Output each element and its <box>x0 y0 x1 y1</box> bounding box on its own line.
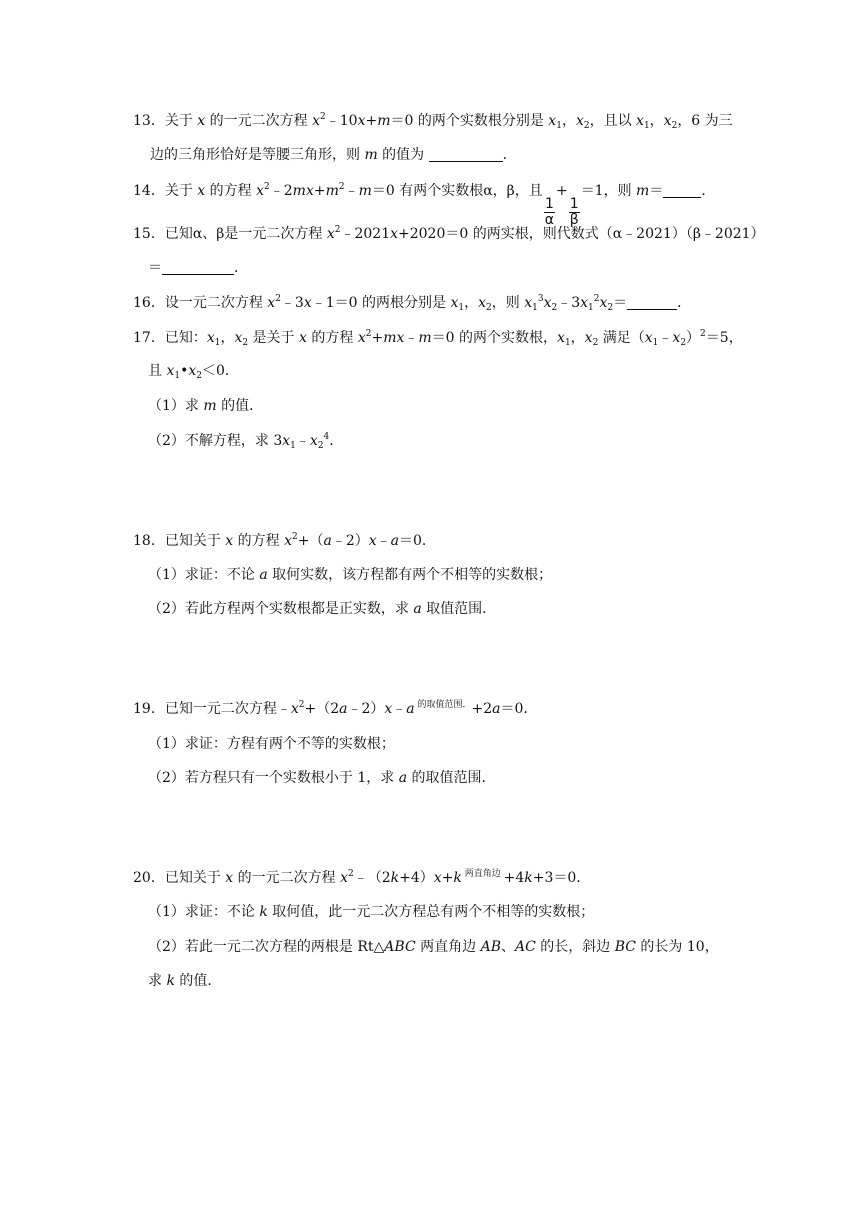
answer-blank[interactable] <box>162 260 234 275</box>
q19-part2: （2）若方程只有一个实数根小于 1，求 a 的取值范围． <box>148 770 496 786</box>
q17-line2: 且 $x_1•x_2<0$． <box>148 363 239 381</box>
q17-line1: 17．已知：$x_1$，$x_2$ 是关于 x 的方程 $x^2+mx﹣m=0$ 的两个实数根，$x_1$，$x_2$ 满足$(x_1﹣x_2)^2=5$， <box>133 329 743 348</box>
q15-line2: ＝ ． <box>148 260 248 276</box>
fraction-1-over-beta: $\frac{1}{\beta}$ <box>569 196 579 228</box>
q15-number: 15． <box>133 226 165 242</box>
q17-part1: （1）求 m 的值． <box>148 398 264 414</box>
q18-part1: （1）求证：不论 a 取何实数，该方程都有两个不相等的实数根； <box>148 567 553 583</box>
q16-line1: 16．设一元二次方程 $x^2﹣3x﹣1=0$ 的两根分别是 $x_1$，$x_2$，则 $x_1^3x_2﹣3x_1^2x_2=$ ． <box>133 294 692 313</box>
q16-number: 16． <box>133 295 165 311</box>
fraction-1-over-alpha: $\frac{1}{\alpha}$ <box>544 196 555 228</box>
q13-line2: 边的三角形恰好是等腰三角形，则 m 的值为 ． <box>150 147 517 163</box>
q13-line1: 13．关于 x 的一元二次方程 $x^2﹣10x+m=0$ 的两个实数根分别是 $x_1$，$x_2$，且以 $x_1$，$x_2$，6 为三 <box>133 112 733 131</box>
q17-number: 17． <box>133 330 165 346</box>
answer-blank[interactable] <box>429 147 503 162</box>
q20-line3: 求 k 的值． <box>148 973 222 989</box>
q19-number: 19． <box>133 701 165 717</box>
q13-number: 13． <box>133 113 165 129</box>
q20-part2: （2）若此一元二次方程的两根是 Rt△ABC 两直角边 AB、AC 的长，斜边 BC 的长为 10， <box>148 939 719 955</box>
q20-line1: 20．已知关于 x 的一元二次方程 $x^2﹣(2k+4)x+k$ $^{两直角边}$ +4k+3＝0． <box>133 869 591 886</box>
q14-line1: 14．关于 x 的方程 $x^2﹣2mx+m^2﹣m=0$ 有两个实数根α，β，且 $\frac{1}{\alpha}$ + $\frac{1}{\beta}$ ＝1，则 m＝ ． <box>133 182 716 228</box>
q18-number: 18． <box>133 533 165 549</box>
q18-line1: 18．已知关于 x 的方程 $x^2+(a﹣2)x﹣a=0$． <box>133 532 436 549</box>
q14-number: 14． <box>133 183 165 199</box>
q19-line1: 19．已知一元二次方程$﹣x^2+(2a﹣2)x﹣a$ $^{的取值范围.}$+2a＝0． <box>133 700 538 717</box>
q15-line1: 15．已知α、β是一元二次方程 $x^2﹣2021x+2020=0$ 的两实根，则代数式（α﹣2021）（β﹣2021） <box>133 225 765 242</box>
q18-part2: （2）若此方程两个实数根都是正实数，求 a 取值范围． <box>148 601 497 617</box>
q17-part2: （2）不解方程，求 $3x_1﹣x_2^4$． <box>148 432 344 451</box>
q19-part1: （1）求证：方程有两个不等的实数根； <box>148 736 395 752</box>
answer-blank[interactable] <box>627 295 677 310</box>
q20-number: 20． <box>133 870 165 886</box>
q20-part1: （1）求证：不论 k 取何值，此一元二次方程总有两个不相等的实数根； <box>148 904 595 920</box>
answer-blank[interactable] <box>663 183 701 198</box>
